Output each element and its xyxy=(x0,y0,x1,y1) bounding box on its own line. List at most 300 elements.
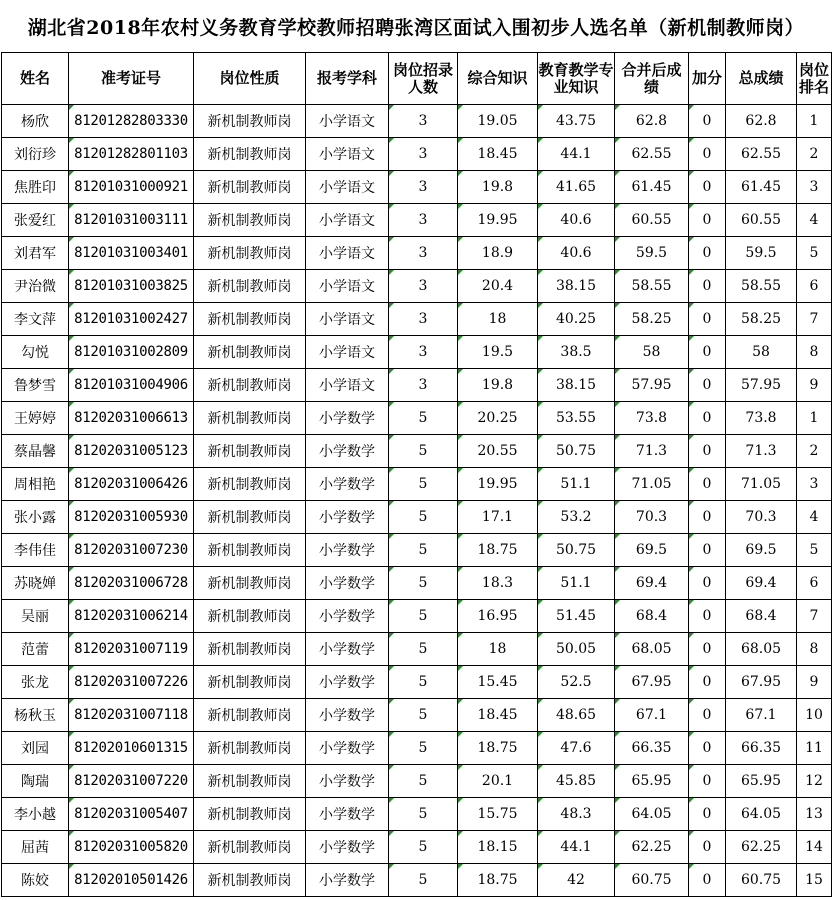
cell-quota: 5 xyxy=(389,468,458,501)
cell-rank: 15 xyxy=(797,864,832,897)
cell-general: 18.3 xyxy=(458,567,538,600)
cell-bonus: 0 xyxy=(689,237,726,270)
cell-professional: 51.45 xyxy=(538,600,615,633)
header-combined: 合并后成绩 xyxy=(615,53,689,105)
cell-exam-id: 81202031007226 xyxy=(69,666,194,699)
cell-general: 19.95 xyxy=(458,204,538,237)
cell-exam-id: 81201031002809 xyxy=(69,336,194,369)
cell-general: 18.75 xyxy=(458,732,538,765)
header-exam-id: 准考证号 xyxy=(69,53,194,105)
cell-general: 20.55 xyxy=(458,435,538,468)
cell-combined: 62.8 xyxy=(615,105,689,138)
cell-rank: 5 xyxy=(797,237,832,270)
table-row xyxy=(2,105,832,138)
cell-subject: 小学语文 xyxy=(306,303,389,336)
cell-exam-id: 81202031007220 xyxy=(69,765,194,798)
cell-quota: 3 xyxy=(389,204,458,237)
candidate-table xyxy=(1,52,832,897)
cell-professional: 42 xyxy=(538,864,615,897)
cell-bonus: 0 xyxy=(689,534,726,567)
cell-name: 陶瑞 xyxy=(2,765,69,798)
cell-bonus: 0 xyxy=(689,270,726,303)
cell-post-type: 新机制教师岗 xyxy=(194,435,306,468)
table-row xyxy=(2,369,832,402)
header-quota: 岗位招录人数 xyxy=(389,53,458,105)
cell-name: 杨秋玉 xyxy=(2,699,69,732)
cell-rank: 9 xyxy=(797,369,832,402)
cell-quota: 5 xyxy=(389,798,458,831)
cell-exam-id: 81201031003825 xyxy=(69,270,194,303)
table-row xyxy=(2,270,832,303)
cell-general: 18.9 xyxy=(458,237,538,270)
table-row xyxy=(2,468,832,501)
cell-combined: 58 xyxy=(615,336,689,369)
header-general: 综合知识 xyxy=(458,53,538,105)
cell-professional: 38.5 xyxy=(538,336,615,369)
cell-post-type: 新机制教师岗 xyxy=(194,864,306,897)
cell-subject: 小学语文 xyxy=(306,270,389,303)
cell-professional: 38.15 xyxy=(538,270,615,303)
cell-exam-id: 81202031005930 xyxy=(69,501,194,534)
cell-post-type: 新机制教师岗 xyxy=(194,237,306,270)
cell-total: 73.8 xyxy=(726,402,797,435)
cell-post-type: 新机制教师岗 xyxy=(194,468,306,501)
cell-rank: 4 xyxy=(797,501,832,534)
cell-exam-id: 81201031003401 xyxy=(69,237,194,270)
cell-name: 刘园 xyxy=(2,732,69,765)
cell-exam-id: 81202031006214 xyxy=(69,600,194,633)
cell-post-type: 新机制教师岗 xyxy=(194,666,306,699)
cell-general: 18 xyxy=(458,633,538,666)
cell-exam-id: 81202031006613 xyxy=(69,402,194,435)
header-rank: 岗位排名 xyxy=(797,53,832,105)
cell-bonus: 0 xyxy=(689,336,726,369)
cell-professional: 41.65 xyxy=(538,171,615,204)
cell-total: 58 xyxy=(726,336,797,369)
table-row xyxy=(2,402,832,435)
cell-post-type: 新机制教师岗 xyxy=(194,402,306,435)
cell-name: 张小露 xyxy=(2,501,69,534)
cell-quota: 3 xyxy=(389,336,458,369)
cell-professional: 44.1 xyxy=(538,831,615,864)
cell-subject: 小学语文 xyxy=(306,105,389,138)
cell-total: 69.5 xyxy=(726,534,797,567)
cell-total: 61.45 xyxy=(726,171,797,204)
cell-professional: 53.2 xyxy=(538,501,615,534)
cell-general: 19.5 xyxy=(458,336,538,369)
cell-exam-id: 81201282801103 xyxy=(69,138,194,171)
cell-professional: 51.1 xyxy=(538,468,615,501)
cell-subject: 小学数学 xyxy=(306,567,389,600)
cell-total: 68.4 xyxy=(726,600,797,633)
cell-rank: 12 xyxy=(797,765,832,798)
table-row xyxy=(2,699,832,732)
cell-quota: 5 xyxy=(389,600,458,633)
cell-rank: 5 xyxy=(797,534,832,567)
cell-rank: 6 xyxy=(797,270,832,303)
cell-name: 焦胜印 xyxy=(2,171,69,204)
page-title: 湖北省2018年农村义务教育学校教师招聘张湾区面试入围初步人选名单（新机制教师岗） xyxy=(27,16,805,39)
cell-rank: 6 xyxy=(797,567,832,600)
cell-professional: 48.65 xyxy=(538,699,615,732)
cell-total: 60.75 xyxy=(726,864,797,897)
cell-professional: 40.6 xyxy=(538,204,615,237)
cell-rank: 2 xyxy=(797,138,832,171)
cell-name: 李伟佳 xyxy=(2,534,69,567)
cell-name: 苏晓婵 xyxy=(2,567,69,600)
cell-bonus: 0 xyxy=(689,105,726,138)
cell-bonus: 0 xyxy=(689,204,726,237)
table-row xyxy=(2,171,832,204)
table-row xyxy=(2,864,832,897)
cell-bonus: 0 xyxy=(689,600,726,633)
cell-professional: 50.75 xyxy=(538,435,615,468)
cell-total: 67.1 xyxy=(726,699,797,732)
cell-total: 59.5 xyxy=(726,237,797,270)
cell-rank: 3 xyxy=(797,468,832,501)
cell-post-type: 新机制教师岗 xyxy=(194,369,306,402)
cell-bonus: 0 xyxy=(689,765,726,798)
cell-combined: 66.35 xyxy=(615,732,689,765)
cell-exam-id: 81202031007230 xyxy=(69,534,194,567)
cell-bonus: 0 xyxy=(689,831,726,864)
cell-post-type: 新机制教师岗 xyxy=(194,567,306,600)
cell-bonus: 0 xyxy=(689,732,726,765)
cell-combined: 69.4 xyxy=(615,567,689,600)
cell-name: 尹治微 xyxy=(2,270,69,303)
cell-rank: 14 xyxy=(797,831,832,864)
cell-total: 58.25 xyxy=(726,303,797,336)
cell-subject: 小学数学 xyxy=(306,831,389,864)
header-subject: 报考学科 xyxy=(306,53,389,105)
cell-general: 15.45 xyxy=(458,666,538,699)
cell-total: 71.3 xyxy=(726,435,797,468)
cell-subject: 小学数学 xyxy=(306,468,389,501)
cell-combined: 69.5 xyxy=(615,534,689,567)
header-total: 总成绩 xyxy=(726,53,797,105)
cell-combined: 68.05 xyxy=(615,633,689,666)
cell-subject: 小学语文 xyxy=(306,138,389,171)
cell-total: 69.4 xyxy=(726,567,797,600)
table-row xyxy=(2,336,832,369)
table-row xyxy=(2,534,832,567)
cell-post-type: 新机制教师岗 xyxy=(194,105,306,138)
table-row xyxy=(2,303,832,336)
cell-name: 王婷婷 xyxy=(2,402,69,435)
cell-post-type: 新机制教师岗 xyxy=(194,534,306,567)
cell-rank: 13 xyxy=(797,798,832,831)
cell-subject: 小学数学 xyxy=(306,666,389,699)
cell-professional: 45.85 xyxy=(538,765,615,798)
cell-post-type: 新机制教师岗 xyxy=(194,798,306,831)
cell-rank: 9 xyxy=(797,666,832,699)
cell-post-type: 新机制教师岗 xyxy=(194,699,306,732)
cell-general: 18 xyxy=(458,303,538,336)
cell-rank: 10 xyxy=(797,699,832,732)
cell-combined: 57.95 xyxy=(615,369,689,402)
table-row xyxy=(2,501,832,534)
cell-name: 屈茜 xyxy=(2,831,69,864)
cell-post-type: 新机制教师岗 xyxy=(194,732,306,765)
cell-exam-id: 81202031006426 xyxy=(69,468,194,501)
cell-total: 62.55 xyxy=(726,138,797,171)
cell-name: 周相艳 xyxy=(2,468,69,501)
cell-combined: 58.25 xyxy=(615,303,689,336)
cell-rank: 3 xyxy=(797,171,832,204)
cell-exam-id: 81202031005407 xyxy=(69,798,194,831)
cell-quota: 5 xyxy=(389,435,458,468)
cell-name: 陈姣 xyxy=(2,864,69,897)
cell-name: 鲁梦雪 xyxy=(2,369,69,402)
cell-total: 70.3 xyxy=(726,501,797,534)
cell-bonus: 0 xyxy=(689,303,726,336)
cell-exam-id: 81201031003111 xyxy=(69,204,194,237)
cell-bonus: 0 xyxy=(689,171,726,204)
table-row xyxy=(2,798,832,831)
cell-subject: 小学数学 xyxy=(306,864,389,897)
cell-rank: 8 xyxy=(797,336,832,369)
cell-professional: 38.15 xyxy=(538,369,615,402)
cell-name: 蔡晶馨 xyxy=(2,435,69,468)
cell-post-type: 新机制教师岗 xyxy=(194,303,306,336)
cell-post-type: 新机制教师岗 xyxy=(194,336,306,369)
cell-bonus: 0 xyxy=(689,666,726,699)
cell-combined: 62.55 xyxy=(615,138,689,171)
cell-quota: 3 xyxy=(389,171,458,204)
cell-exam-id: 81202031005820 xyxy=(69,831,194,864)
cell-post-type: 新机制教师岗 xyxy=(194,204,306,237)
cell-rank: 1 xyxy=(797,105,832,138)
cell-post-type: 新机制教师岗 xyxy=(194,633,306,666)
cell-name: 刘衍珍 xyxy=(2,138,69,171)
cell-name: 吴丽 xyxy=(2,600,69,633)
cell-quota: 5 xyxy=(389,699,458,732)
cell-name: 张龙 xyxy=(2,666,69,699)
cell-general: 19.8 xyxy=(458,369,538,402)
cell-rank: 2 xyxy=(797,435,832,468)
cell-name: 刘君军 xyxy=(2,237,69,270)
cell-bonus: 0 xyxy=(689,699,726,732)
cell-subject: 小学数学 xyxy=(306,633,389,666)
cell-subject: 小学语文 xyxy=(306,369,389,402)
cell-quota: 3 xyxy=(389,105,458,138)
cell-general: 17.1 xyxy=(458,501,538,534)
cell-total: 58.55 xyxy=(726,270,797,303)
cell-total: 67.95 xyxy=(726,666,797,699)
cell-exam-id: 81202010501426 xyxy=(69,864,194,897)
table-row xyxy=(2,831,832,864)
cell-general: 20.1 xyxy=(458,765,538,798)
table-row xyxy=(2,732,832,765)
cell-total: 66.35 xyxy=(726,732,797,765)
cell-name: 杨欣 xyxy=(2,105,69,138)
cell-general: 18.45 xyxy=(458,699,538,732)
cell-total: 65.95 xyxy=(726,765,797,798)
cell-combined: 68.4 xyxy=(615,600,689,633)
cell-bonus: 0 xyxy=(689,402,726,435)
cell-total: 64.05 xyxy=(726,798,797,831)
cell-combined: 62.25 xyxy=(615,831,689,864)
cell-subject: 小学数学 xyxy=(306,534,389,567)
cell-quota: 5 xyxy=(389,864,458,897)
table-row xyxy=(2,765,832,798)
cell-name: 勾悦 xyxy=(2,336,69,369)
table-row xyxy=(2,633,832,666)
cell-quota: 5 xyxy=(389,402,458,435)
table-row xyxy=(2,204,832,237)
cell-professional: 40.6 xyxy=(538,237,615,270)
table-row xyxy=(2,567,832,600)
cell-quota: 5 xyxy=(389,666,458,699)
cell-bonus: 0 xyxy=(689,798,726,831)
cell-total: 57.95 xyxy=(726,369,797,402)
cell-post-type: 新机制教师岗 xyxy=(194,138,306,171)
cell-combined: 60.75 xyxy=(615,864,689,897)
cell-quota: 5 xyxy=(389,567,458,600)
cell-professional: 43.75 xyxy=(538,105,615,138)
cell-name: 李文萍 xyxy=(2,303,69,336)
cell-combined: 65.95 xyxy=(615,765,689,798)
header-name: 姓名 xyxy=(2,53,69,105)
cell-bonus: 0 xyxy=(689,435,726,468)
table-row xyxy=(2,138,832,171)
cell-name: 李小越 xyxy=(2,798,69,831)
cell-quota: 3 xyxy=(389,138,458,171)
cell-general: 18.75 xyxy=(458,864,538,897)
cell-professional: 51.1 xyxy=(538,567,615,600)
cell-rank: 4 xyxy=(797,204,832,237)
cell-exam-id: 81201031000921 xyxy=(69,171,194,204)
cell-bonus: 0 xyxy=(689,468,726,501)
cell-rank: 8 xyxy=(797,633,832,666)
cell-quota: 5 xyxy=(389,534,458,567)
cell-bonus: 0 xyxy=(689,567,726,600)
cell-professional: 47.6 xyxy=(538,732,615,765)
cell-bonus: 0 xyxy=(689,369,726,402)
cell-subject: 小学数学 xyxy=(306,600,389,633)
cell-combined: 67.1 xyxy=(615,699,689,732)
cell-general: 18.45 xyxy=(458,138,538,171)
cell-subject: 小学语文 xyxy=(306,171,389,204)
table-body xyxy=(2,105,832,897)
cell-combined: 71.3 xyxy=(615,435,689,468)
header-professional: 教育教学专业知识 xyxy=(538,53,615,105)
cell-quota: 5 xyxy=(389,501,458,534)
cell-bonus: 0 xyxy=(689,138,726,171)
cell-post-type: 新机制教师岗 xyxy=(194,270,306,303)
cell-exam-id: 81202010601315 xyxy=(69,732,194,765)
cell-quota: 5 xyxy=(389,732,458,765)
cell-post-type: 新机制教师岗 xyxy=(194,765,306,798)
cell-total: 62.8 xyxy=(726,105,797,138)
cell-total: 71.05 xyxy=(726,468,797,501)
cell-exam-id: 81201282803330 xyxy=(69,105,194,138)
cell-general: 18.15 xyxy=(458,831,538,864)
cell-subject: 小学数学 xyxy=(306,435,389,468)
cell-subject: 小学数学 xyxy=(306,732,389,765)
cell-general: 16.95 xyxy=(458,600,538,633)
cell-exam-id: 81202031007118 xyxy=(69,699,194,732)
cell-subject: 小学数学 xyxy=(306,501,389,534)
cell-general: 18.75 xyxy=(458,534,538,567)
cell-quota: 5 xyxy=(389,765,458,798)
cell-rank: 1 xyxy=(797,402,832,435)
cell-total: 68.05 xyxy=(726,633,797,666)
table-row xyxy=(2,600,832,633)
cell-subject: 小学数学 xyxy=(306,798,389,831)
cell-combined: 58.55 xyxy=(615,270,689,303)
cell-professional: 40.25 xyxy=(538,303,615,336)
cell-subject: 小学数学 xyxy=(306,402,389,435)
cell-exam-id: 81202031005123 xyxy=(69,435,194,468)
cell-exam-id: 81201031004906 xyxy=(69,369,194,402)
cell-professional: 44.1 xyxy=(538,138,615,171)
table-row xyxy=(2,666,832,699)
cell-quota: 5 xyxy=(389,633,458,666)
cell-subject: 小学语文 xyxy=(306,336,389,369)
cell-exam-id: 81202031007119 xyxy=(69,633,194,666)
cell-professional: 48.3 xyxy=(538,798,615,831)
cell-combined: 70.3 xyxy=(615,501,689,534)
cell-rank: 11 xyxy=(797,732,832,765)
cell-professional: 50.05 xyxy=(538,633,615,666)
cell-post-type: 新机制教师岗 xyxy=(194,171,306,204)
cell-subject: 小学数学 xyxy=(306,765,389,798)
cell-bonus: 0 xyxy=(689,501,726,534)
cell-subject: 小学数学 xyxy=(306,699,389,732)
cell-name: 张爱红 xyxy=(2,204,69,237)
cell-rank: 7 xyxy=(797,303,832,336)
cell-combined: 60.55 xyxy=(615,204,689,237)
cell-quota: 3 xyxy=(389,270,458,303)
cell-post-type: 新机制教师岗 xyxy=(194,831,306,864)
cell-quota: 5 xyxy=(389,831,458,864)
cell-general: 19.95 xyxy=(458,468,538,501)
cell-combined: 61.45 xyxy=(615,171,689,204)
header-row xyxy=(2,53,832,105)
cell-subject: 小学语文 xyxy=(306,204,389,237)
cell-post-type: 新机制教师岗 xyxy=(194,501,306,534)
cell-general: 19.8 xyxy=(458,171,538,204)
cell-professional: 53.55 xyxy=(538,402,615,435)
cell-quota: 3 xyxy=(389,303,458,336)
cell-post-type: 新机制教师岗 xyxy=(194,600,306,633)
cell-combined: 67.95 xyxy=(615,666,689,699)
cell-subject: 小学语文 xyxy=(306,237,389,270)
cell-bonus: 0 xyxy=(689,633,726,666)
cell-professional: 52.5 xyxy=(538,666,615,699)
cell-exam-id: 81202031006728 xyxy=(69,567,194,600)
cell-rank: 7 xyxy=(797,600,832,633)
header-bonus: 加分 xyxy=(689,53,726,105)
cell-combined: 71.05 xyxy=(615,468,689,501)
cell-general: 19.05 xyxy=(458,105,538,138)
cell-combined: 64.05 xyxy=(615,798,689,831)
cell-professional: 50.75 xyxy=(538,534,615,567)
cell-exam-id: 81201031002427 xyxy=(69,303,194,336)
table-row xyxy=(2,435,832,468)
cell-combined: 73.8 xyxy=(615,402,689,435)
cell-general: 20.4 xyxy=(458,270,538,303)
table-row xyxy=(2,237,832,270)
cell-general: 20.25 xyxy=(458,402,538,435)
cell-quota: 3 xyxy=(389,369,458,402)
header-post-type: 岗位性质 xyxy=(194,53,306,105)
cell-total: 60.55 xyxy=(726,204,797,237)
cell-quota: 3 xyxy=(389,237,458,270)
cell-total: 62.25 xyxy=(726,831,797,864)
cell-bonus: 0 xyxy=(689,864,726,897)
